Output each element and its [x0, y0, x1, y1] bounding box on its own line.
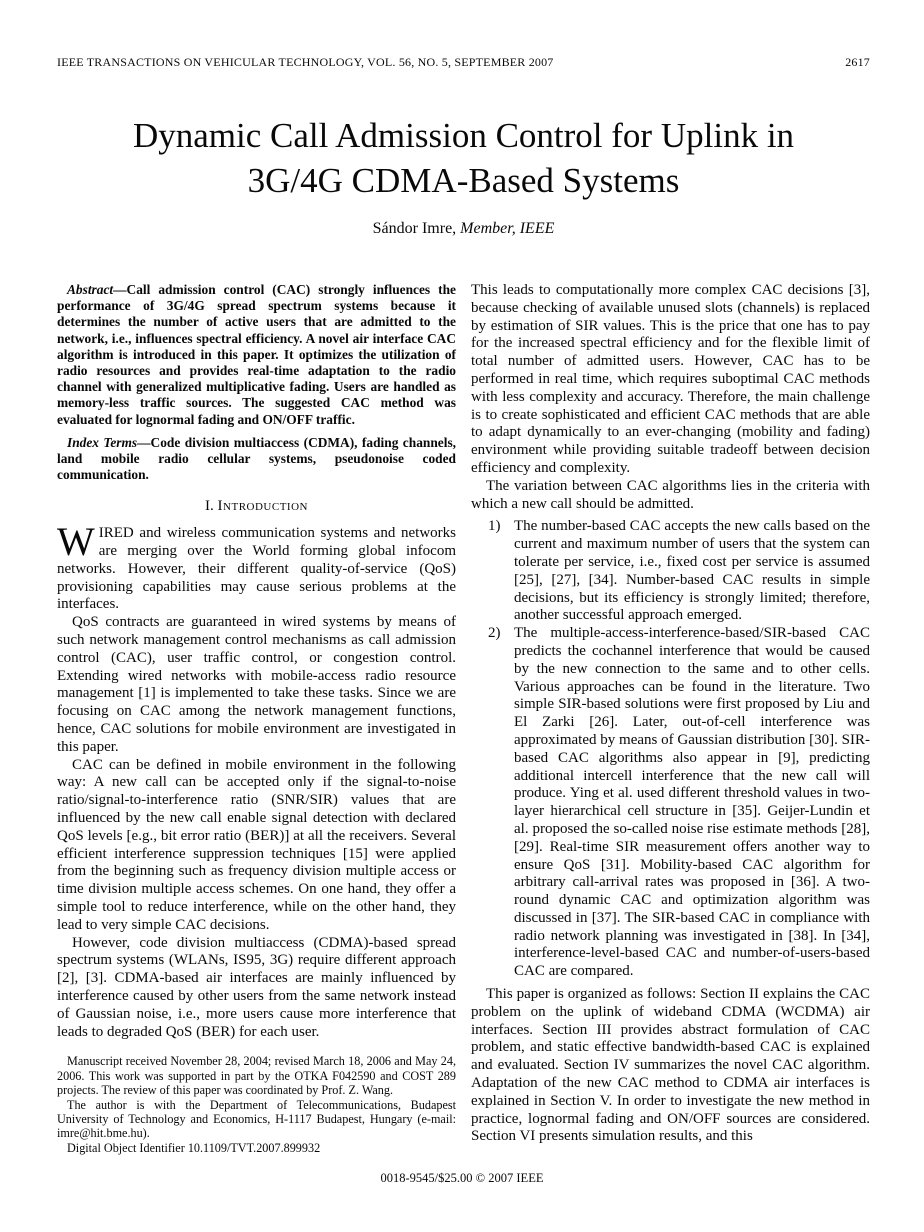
- intro-paragraph-dropcap: [57, 519, 456, 614]
- section-title: Introduction: [217, 498, 308, 515]
- paragraph: QoS contracts are guaranteed in wired systems by means of such network management control mechanisms as call admission control (CAC), user traffic control, or congestion control. Extending wired networks with mobile-access radio resource management [1] is implemented to take these tasks. Since we are focusing on CAC among the network management functions, hence, CAC solutions for mobile environment are investigated in this paper.: [57, 614, 456, 755]
- footnote-manuscript: Manuscript received November 28, 2004; revised March 18, 2006 and May 24, 2006. This work was supported in part by the OTKA F042590 and COST 289 projects. The review of this paper was coordinated by Prof. Z. Wang.: [57, 1054, 456, 1098]
- author-membership: Member, IEEE: [460, 220, 555, 237]
- index-terms-label: Index Terms: [67, 434, 138, 450]
- author-byline: [57, 220, 870, 238]
- paragraph: However, code division multiaccess (CDMA)-based spread spectrum systems (WLANs, IS95, 3G) require different approach [2], [3]. CDMA-based air interfaces are mainly influenced by interference caused by other users from the same network instead of Gaussian noise, i.e., more users cause more interference that leads to degraded QoS (BER) for each user.: [57, 934, 456, 1040]
- paper-title: [57, 113, 870, 203]
- intro-lead-rest: and wireless communication systems and networks are merging over the World forming global infocom networks. However, their different quality-of-service (QoS) provisioning capabilities may cause serious problems at the interfaces.: [57, 525, 456, 613]
- list-item-number: 2): [488, 625, 501, 642]
- first-page-footnote: [57, 1054, 456, 1155]
- index-terms-section: [57, 435, 456, 484]
- drop-cap: W: [57, 519, 95, 565]
- intro-lead-caps: IRED: [98, 525, 134, 542]
- running-head-page-number: 2617: [845, 55, 870, 69]
- abstract-text: —Call admission control (CAC) strongly influences the performance of 3G/4G spread spectrum systems because it determines the number of active users that are admitted to the network, i.e., influences spectral efficiency. A novel air interface CAC algorithm is introduced in this paper. It optimizes the utilization of radio resources and provides real-time adaptation to the radio channel with generalized multiplicative fading. Users are handled as memory-less traffic sources. The suggested CAC method was evaluated for lognormal fading and ON/OFF traffic.: [57, 282, 456, 427]
- paragraph: This leads to computationally more complex CAC decisions [3], because checking of available unused slots (channels) is replaced by estimation of SIR values. This is the price that one has to pay for the increased spectral efficiency and for the flexible limit of total number of admitted users. However, CAC has to be performed in real time, which requires suboptimal CAC methods with less complexity and accuracy. Therefore, the main challenge is to create sophisticated and efficient CAC methods that are able to adapt dynamically to an ever-changing (mobility and fading) environment while providing suitable tradeoff between decision efficiency and complexity.: [471, 282, 870, 476]
- paragraph: The variation between CAC algorithms lies in the criteria with which a new call should be admitted.: [471, 477, 870, 512]
- running-head: [57, 55, 870, 69]
- numbered-list: [471, 518, 870, 981]
- index-terms-paragraph: [57, 435, 456, 484]
- list-item-text: The multiple-access-interference-based/SIR-based CAC predicts the cochannel interference that would be caused by the new connection to the same and to other cells. Various approaches can be found in the literature. Two simple SIR-based solutions were first proposed by Liu and El Zarki [26]. Later, out-of-cell interference was approximated by means of Gaussian distribution [30]. SIR-based CAC algorithms also appear in [9], predicting additional intercell interference that the new call will produce. Ying et al. used different threshold values in two-layer hierarchical cell structure in [35]. Geijer-Lundin et al. proposed the so-called noise rise estimate methods [28], [29]. Real-time SIR measurement offers another way to ensure QoS [31]. Mobility-based CAC algorithm for arbitrary call-arrival rates was proposed in [36]. A two-round dynamic CAC and optimization algorithm was discussed in [37]. The SIR-based CAC in compliance with radio network planning was investigated in [38]. In [34], interference-level-based CAC and number-of-users-based CAC are compared.: [514, 625, 870, 980]
- running-head-journal: IEEE TRANSACTIONS ON VEHICULAR TECHNOLOGY, VOL. 56, NO. 5, SEPTEMBER 2007: [57, 55, 554, 69]
- left-column: [57, 282, 456, 1155]
- paper-title-line2: 3G/4G CDMA-Based Systems: [247, 161, 680, 200]
- list-item-text: The number-based CAC accepts the new calls based on the current and maximum number of users that the system can tolerate per service, i.e., fixed cost per service is assumed [25], [27], [34]. Number-based CAC results in simple decisions, but its efficiency is strongly limited; therefore, another successful approach emerged.: [514, 518, 870, 624]
- list-item-number: 1): [488, 518, 501, 535]
- section-number: I.: [205, 498, 214, 515]
- two-column-body: [57, 282, 870, 1155]
- paragraph: CAC can be defined in mobile environment in the following way: A new call can be accepted only if the signal-to-noise ratio/signal-to-interference ratio (SNR/SIR) values that are influenced by the new call enable signal detection with declared QoS levels [e.g., bit error ratio (BER)] at all the receivers. Several efficient interference suppression techniques [15] were applied from the beginning such as frequency division multiple access or time division multiple access schemes. On one hand, they offer a simple tool to reduce interference, while on the other hand, they lead to very simple CAC decisions.: [57, 756, 456, 933]
- copyright-line: 0018-9545/$25.00 © 2007 IEEE: [380, 1171, 544, 1185]
- abstract-label: Abstract: [67, 282, 114, 297]
- index-terms-text: —Code division multiaccess (CDMA), fading channels, land mobile radio cellular systems, pseudonoise coded communication.: [57, 434, 457, 483]
- list-item: [471, 625, 870, 981]
- author-name: Sándor Imre,: [372, 220, 457, 237]
- abstract-section: [57, 282, 456, 428]
- page-footer: [0, 1171, 924, 1186]
- right-column: [471, 282, 870, 1155]
- footnote-affiliation: The author is with the Department of Telecommunications, Budapest University of Technology and Economics, H-1117 Budapest, Hungary (e-mail: imre@hit.bme.hu).: [57, 1097, 456, 1141]
- paper-title-line1: Dynamic Call Admission Control for Uplink in: [132, 116, 795, 155]
- footnote-doi: Digital Object Identifier 10.1109/TVT.2007.899932: [67, 1140, 321, 1155]
- abstract-paragraph: [57, 282, 456, 428]
- section-heading-introduction: [57, 498, 456, 516]
- paragraph: This paper is organized as follows: Section II explains the CAC problem on the uplink of wideband CDMA (WCDMA) air interfaces. Section III provides abstract formulation of CAC problem, and static effective bandwidth-based CAC is explained and evaluated. Section IV summarizes the novel CAC algorithm. Adaptation of the new CAC method to CDMA air interfaces is explained in Section V. In order to investigate the new method in practice, lognormal fading and ON/OFF sources are considered. Section VI presents simulation results, and this: [471, 986, 870, 1145]
- list-item: [471, 518, 870, 625]
